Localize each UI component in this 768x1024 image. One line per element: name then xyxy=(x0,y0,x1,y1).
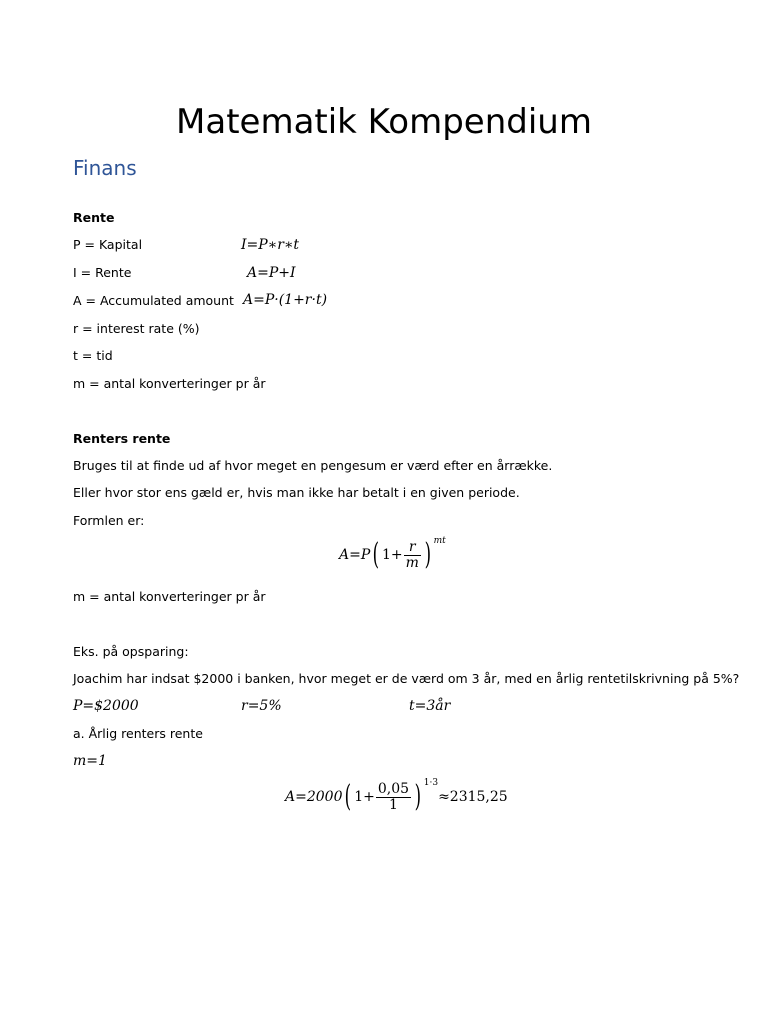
def-kapital: P = Kapital xyxy=(73,237,143,252)
subheading-rente: Rente xyxy=(73,210,115,225)
calc-one-plus: 1+ xyxy=(354,789,375,805)
formula-calculation xyxy=(285,780,508,814)
example-heading: Eks. på opsparing: xyxy=(73,644,189,659)
formula-compound-interest xyxy=(339,538,446,572)
def-konverteringer: m = antal konverteringer pr år xyxy=(73,376,266,391)
section-heading-finans: Finans xyxy=(73,156,137,180)
left-paren: ( xyxy=(372,537,380,572)
paragraph-2: Eller hvor stor ens gæld er, hvis man ikke har betalt i en given periode. xyxy=(73,485,520,500)
calc-lhs: A=2000 xyxy=(285,789,343,805)
fraction-numerator: r xyxy=(404,540,421,556)
formula-amount-simple: A=P·(1+r·t) xyxy=(243,292,328,308)
given-principal: P=$2000 xyxy=(73,698,139,714)
part-a-label: a. Årlig renters rente xyxy=(73,726,203,741)
formula-lhs: A=P xyxy=(339,547,371,563)
right-paren: ) xyxy=(424,537,431,572)
formula-simple-interest: I=P∗r∗t xyxy=(241,237,300,253)
paragraph-3: Formlen er: xyxy=(73,513,145,528)
formula-one-plus: 1+ xyxy=(381,547,403,563)
subheading-renters-rente: Renters rente xyxy=(73,431,171,446)
def-rente: I = Rente xyxy=(73,265,132,280)
paragraph-1: Bruges til at finde ud af hvor meget en pengesum er værd efter en årrække. xyxy=(73,458,553,473)
def-konverteringer-2: m = antal konverteringer pr år xyxy=(73,589,266,604)
example-question: Joachim har indsat $2000 i banken, hvor meget er de værd om 3 år, med en årlig rentetilskrivning på 5%? xyxy=(73,671,740,686)
fraction-r-over-m xyxy=(404,540,421,571)
def-accumulated: A = Accumulated amount xyxy=(73,293,234,308)
fraction-denominator: m xyxy=(405,554,419,571)
given-rate: r=5% xyxy=(241,698,282,714)
calc-denominator: 1 xyxy=(388,796,398,813)
calc-left-paren: ( xyxy=(345,779,352,814)
calc-result: ≈2315,25 xyxy=(438,789,508,805)
document-title: Matematik Kompendium xyxy=(176,102,592,142)
formula-exponent: mt xyxy=(433,536,446,546)
calc-right-paren: ) xyxy=(414,779,422,814)
given-m: m=1 xyxy=(73,753,107,769)
calc-exponent: 1·3 xyxy=(423,778,439,788)
formula-amount-sum: A=P+I xyxy=(247,265,296,281)
def-interest-rate: r = interest rate (%) xyxy=(73,321,200,336)
given-time: t=3år xyxy=(409,698,451,714)
def-tid: t = tid xyxy=(73,348,113,363)
calc-fraction xyxy=(376,782,411,813)
calc-numerator: 0,05 xyxy=(377,780,410,797)
